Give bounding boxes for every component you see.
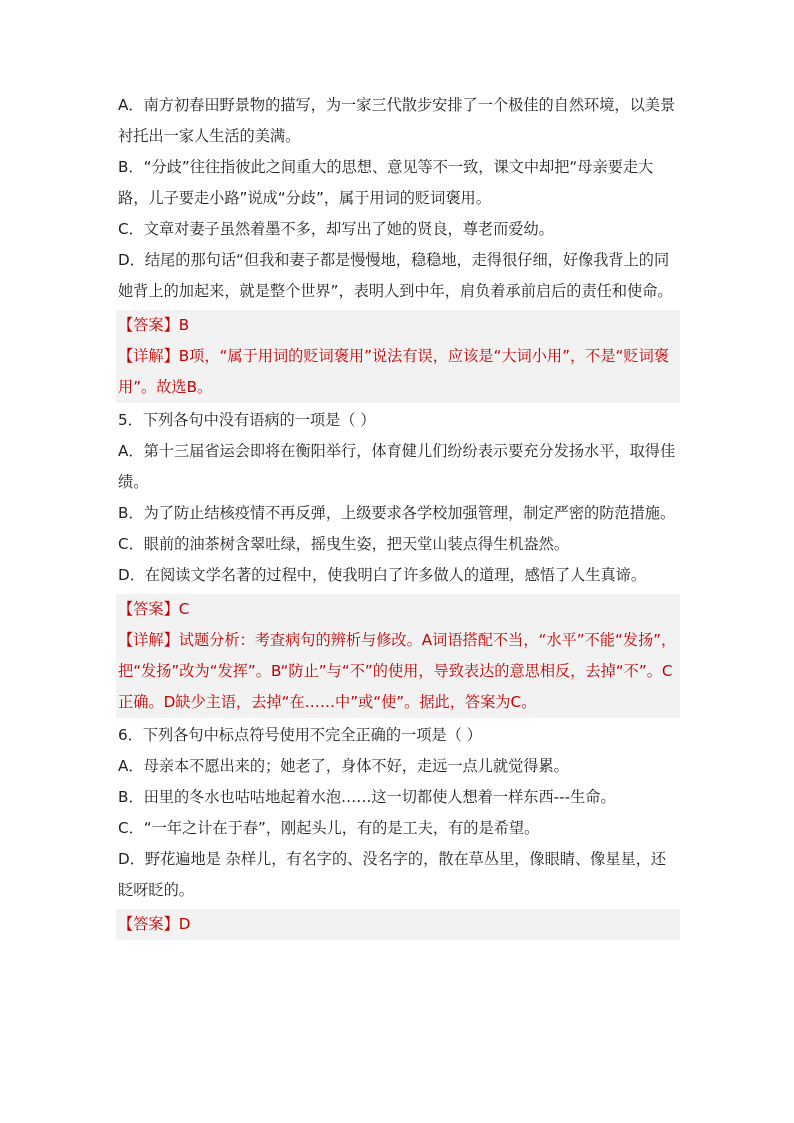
document-page	[118, 90, 678, 940]
q5-explanation: 【详解】试题分析：考查病句的辨析与修改。A词语搭配不当，“水平”不能“发扬”，把“发扬”改为“发挥”。B“防止”与“不”的使用，导致表达的意思相反，去掉“不”。C正确。D缺少主语，去掉“在……中”或“使”。据此，答案为C。	[118, 631, 677, 711]
q4-option-c: C．文章对妻子虽然着墨不多，却写出了她的贤良，尊老而爱幼。	[118, 220, 554, 238]
q6-option-d: D．野花遍地是 杂样儿，有名字的、没名字的，散在草丛里，像眼睛、像星星，还眨呀眨的。	[118, 850, 667, 899]
q6-answer-box	[116, 909, 680, 940]
q4-answer: 【答案】B	[118, 316, 190, 334]
q6-option-c: C．“一年之计在于春”，刚起头儿，有的是工夫，有的是希望。	[118, 819, 540, 837]
q5-title: 5．下列各句中没有语病的一项是（ ）	[118, 411, 376, 429]
q5-option-b: B．为了防止结核疫情不再反弹，上级要求各学校加强管理，制定严密的防范措施。	[118, 504, 676, 522]
q5-option-d: D．在阅读文学名著的过程中，使我明白了许多做人的道理，感悟了人生真谛。	[118, 566, 647, 584]
q5-answer-box	[116, 594, 680, 718]
q6-option-a: A．母亲本不愿出来的；她老了，身体不好，走远一点儿就觉得累。	[118, 757, 569, 775]
q5-answer: 【答案】C	[118, 600, 190, 618]
q4-option-d: D．结尾的那句话“但我和妻子都是慢慢地，稳稳地，走得很仔细，好像我背上的同她背上的加起来，就是整个世界”，表明人到中年，肩负着承前启后的责任和使命。	[118, 251, 673, 300]
q4-option-a: A．南方初春田野景物的描写，为一家三代散步安排了一个极佳的自然环境，以美景衬托出一家人生活的美满。	[118, 96, 676, 145]
q4-answer-box	[116, 310, 680, 403]
q5-option-c: C．眼前的油茶树含翠吐绿，摇曳生姿，把天堂山装点得生机盎然。	[118, 535, 570, 553]
q6-option-b: B．田里的冬水也咕咕地起着水泡……这一切都使人想着一样东西---生命。	[118, 788, 616, 806]
q6-title: 6．下列各句中标点符号使用不完全正确的一项是（ ）	[118, 726, 482, 744]
q6-answer: 【答案】D	[118, 915, 191, 933]
q5-option-a: A．第十三届省运会即将在衡阳举行，体育健儿们纷纷表示要充分发扬水平，取得佳绩。	[118, 442, 676, 491]
q4-option-b: B．“分歧”往往指彼此之间重大的思想、意见等不一致，课文中却把“母亲要走大路，儿子要走小路”说成“分歧”，属于用词的贬词褒用。	[118, 158, 654, 207]
q4-explanation: 【详解】B项，“属于用词的贬词褒用”说法有误，应该是“大词小用”，不是“贬词褒用”。故选B。	[118, 347, 669, 396]
